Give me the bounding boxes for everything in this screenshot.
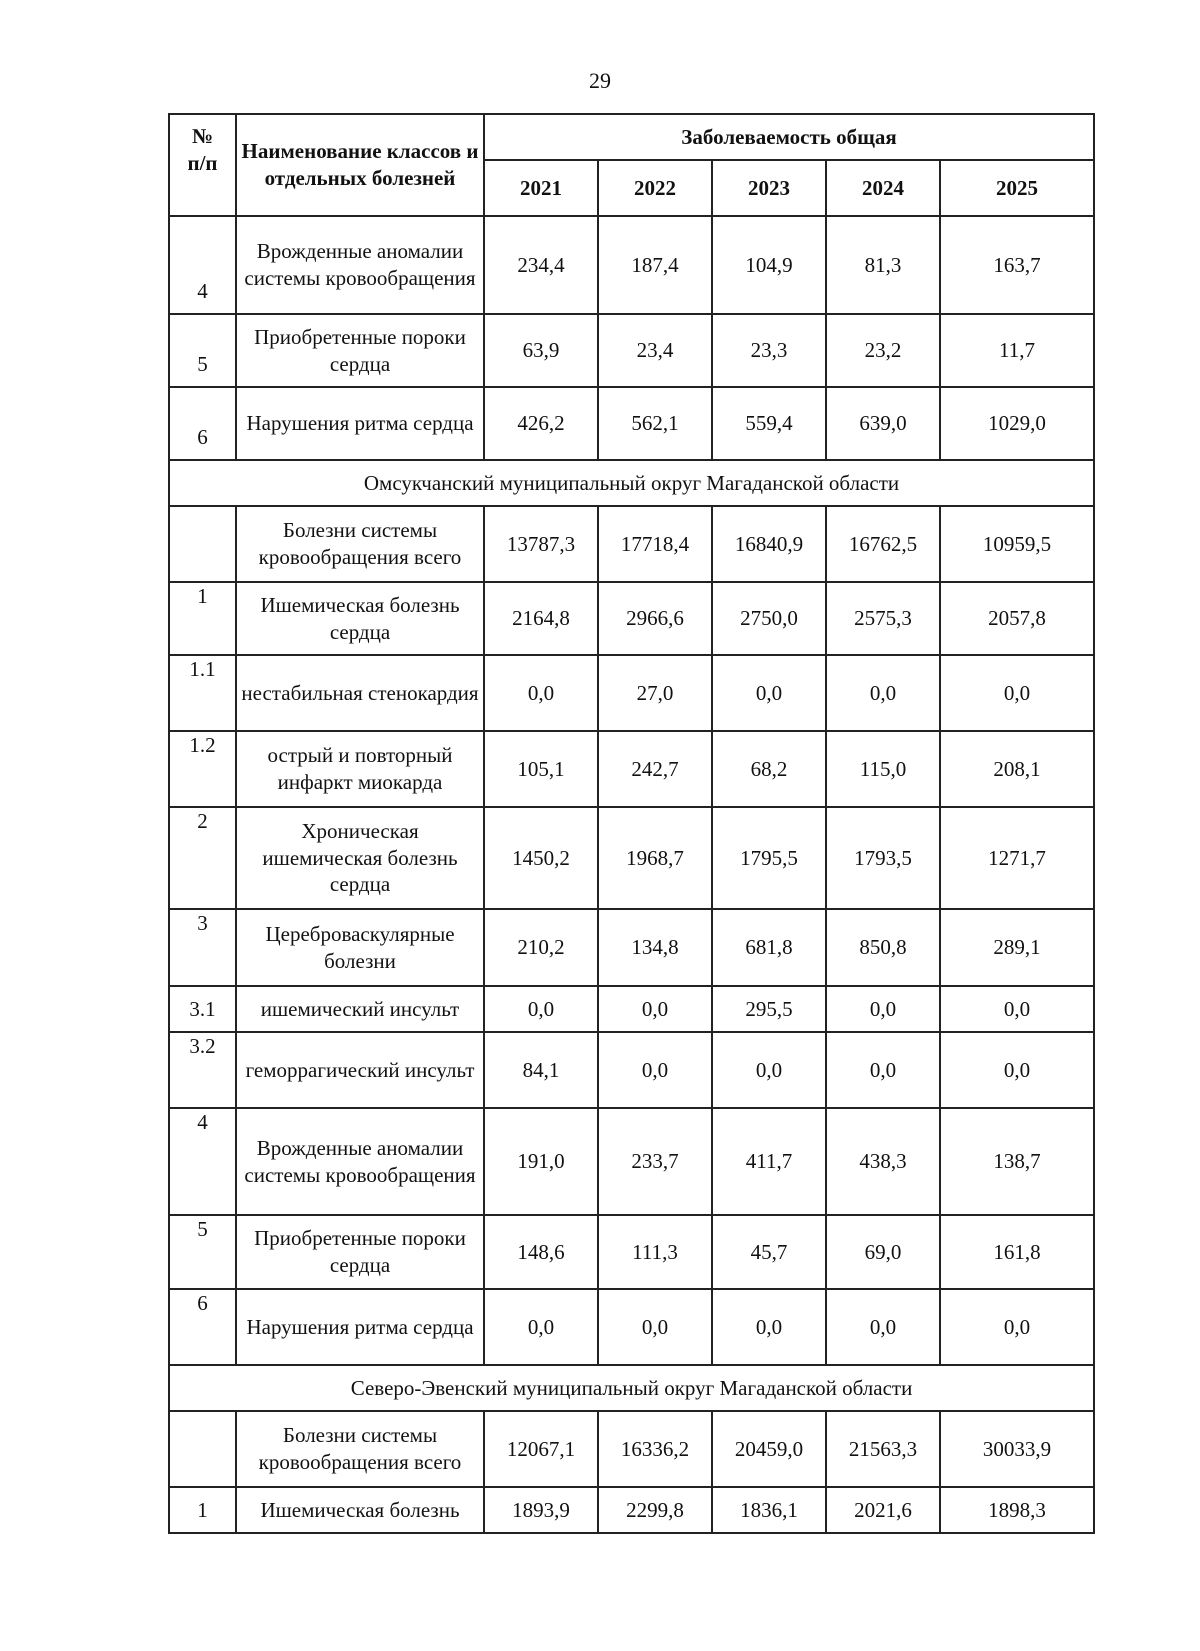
row-value: 850,8 xyxy=(826,909,940,986)
row-num: 6 xyxy=(169,1289,236,1365)
row-num: 1.1 xyxy=(169,655,236,731)
page-number: 29 xyxy=(589,68,611,93)
row-num: 2 xyxy=(169,807,236,909)
row-value: 2164,8 xyxy=(484,582,598,655)
row-value: 295,5 xyxy=(712,986,826,1032)
row-name: Болезни системы кровообращения всего xyxy=(236,506,484,582)
row-value: 1271,7 xyxy=(940,807,1094,909)
row-value: 69,0 xyxy=(826,1215,940,1289)
row-value: 210,2 xyxy=(484,909,598,986)
row-value: 1795,5 xyxy=(712,807,826,909)
header-num: № п/п xyxy=(169,114,236,216)
table-row xyxy=(169,1215,1094,1289)
row-value: 426,2 xyxy=(484,387,598,460)
row-value: 111,3 xyxy=(598,1215,712,1289)
morbidity-table xyxy=(168,113,1095,1534)
row-value: 438,3 xyxy=(826,1108,940,1215)
row-name: Нарушения ритма сердца xyxy=(236,1289,484,1365)
row-value: 191,0 xyxy=(484,1108,598,1215)
row-value: 163,7 xyxy=(940,216,1094,314)
row-value: 1029,0 xyxy=(940,387,1094,460)
row-value: 81,3 xyxy=(826,216,940,314)
row-value: 0,0 xyxy=(598,1289,712,1365)
row-num: 5 xyxy=(169,1215,236,1289)
row-value: 23,3 xyxy=(712,314,826,387)
row-value: 0,0 xyxy=(712,655,826,731)
row-value: 1450,2 xyxy=(484,807,598,909)
row-num: 1.2 xyxy=(169,731,236,807)
header-year: 2023 xyxy=(712,160,826,216)
header-group: Заболеваемость общая xyxy=(484,114,1094,160)
row-value: 30033,9 xyxy=(940,1411,1094,1487)
row-num xyxy=(169,506,236,582)
table-row xyxy=(169,1108,1094,1215)
row-value: 17718,4 xyxy=(598,506,712,582)
table-row xyxy=(169,1411,1094,1487)
row-value: 0,0 xyxy=(940,655,1094,731)
row-value: 1968,7 xyxy=(598,807,712,909)
row-num: 3.2 xyxy=(169,1032,236,1108)
row-value: 10959,5 xyxy=(940,506,1094,582)
row-name: Приобретенные пороки сердца xyxy=(236,1215,484,1289)
row-value: 161,8 xyxy=(940,1215,1094,1289)
row-value: 1893,9 xyxy=(484,1487,598,1533)
row-value: 45,7 xyxy=(712,1215,826,1289)
row-name: Ишемическая болезнь сердца xyxy=(236,582,484,655)
row-value: 0,0 xyxy=(826,986,940,1032)
row-value: 1898,3 xyxy=(940,1487,1094,1533)
row-num: 5 xyxy=(169,314,236,387)
row-value: 0,0 xyxy=(940,1032,1094,1108)
row-value: 23,4 xyxy=(598,314,712,387)
row-name: Приобретенные пороки сердца xyxy=(236,314,484,387)
row-value: 115,0 xyxy=(826,731,940,807)
region-title: Омсукчанский муниципальный округ Магаданской области xyxy=(169,460,1094,506)
row-value: 0,0 xyxy=(712,1032,826,1108)
row-value: 0,0 xyxy=(598,986,712,1032)
header-year: 2021 xyxy=(484,160,598,216)
row-num: 6 xyxy=(169,387,236,460)
row-value: 0,0 xyxy=(940,986,1094,1032)
table-row xyxy=(169,807,1094,909)
row-value: 11,7 xyxy=(940,314,1094,387)
row-value: 559,4 xyxy=(712,387,826,460)
row-name: Ишемическая болезнь xyxy=(236,1487,484,1533)
row-value: 1836,1 xyxy=(712,1487,826,1533)
row-value: 16336,2 xyxy=(598,1411,712,1487)
row-value: 233,7 xyxy=(598,1108,712,1215)
table-row xyxy=(169,655,1094,731)
row-value: 0,0 xyxy=(484,986,598,1032)
region-title: Северо-Эвенский муниципальный округ Магаданской области xyxy=(169,1365,1094,1411)
row-name: Врожденные аномалии системы кровообращения xyxy=(236,216,484,314)
table-row xyxy=(169,1487,1094,1533)
row-value: 289,1 xyxy=(940,909,1094,986)
row-value: 0,0 xyxy=(940,1289,1094,1365)
row-num: 4 xyxy=(169,1108,236,1215)
row-value: 104,9 xyxy=(712,216,826,314)
row-name: острый и повторный инфаркт миокарда xyxy=(236,731,484,807)
table-row xyxy=(169,986,1094,1032)
row-num: 3 xyxy=(169,909,236,986)
region-row xyxy=(169,460,1094,506)
row-name: Нарушения ритма сердца xyxy=(236,387,484,460)
header-year: 2024 xyxy=(826,160,940,216)
row-name: Цереброваскулярные болезни xyxy=(236,909,484,986)
row-value: 12067,1 xyxy=(484,1411,598,1487)
row-value: 21563,3 xyxy=(826,1411,940,1487)
row-value: 16762,5 xyxy=(826,506,940,582)
header-year: 2022 xyxy=(598,160,712,216)
header-name: Наименование классов и отдельных болезней xyxy=(236,114,484,216)
row-value: 562,1 xyxy=(598,387,712,460)
row-value: 13787,3 xyxy=(484,506,598,582)
row-value: 138,7 xyxy=(940,1108,1094,1215)
table-row xyxy=(169,1289,1094,1365)
row-value: 84,1 xyxy=(484,1032,598,1108)
row-num: 4 xyxy=(169,216,236,314)
row-value: 2750,0 xyxy=(712,582,826,655)
row-value: 0,0 xyxy=(712,1289,826,1365)
table-row xyxy=(169,387,1094,460)
row-value: 2021,6 xyxy=(826,1487,940,1533)
row-value: 105,1 xyxy=(484,731,598,807)
row-num: 1 xyxy=(169,582,236,655)
row-value: 68,2 xyxy=(712,731,826,807)
row-value: 411,7 xyxy=(712,1108,826,1215)
row-value: 2575,3 xyxy=(826,582,940,655)
row-value: 0,0 xyxy=(826,1289,940,1365)
row-value: 20459,0 xyxy=(712,1411,826,1487)
row-name: ишемический инсульт xyxy=(236,986,484,1032)
table-row xyxy=(169,1032,1094,1108)
row-value: 2966,6 xyxy=(598,582,712,655)
row-value: 16840,9 xyxy=(712,506,826,582)
row-value: 63,9 xyxy=(484,314,598,387)
row-value: 23,2 xyxy=(826,314,940,387)
row-value: 0,0 xyxy=(484,655,598,731)
table-row xyxy=(169,314,1094,387)
table-row xyxy=(169,582,1094,655)
row-value: 148,6 xyxy=(484,1215,598,1289)
table-row xyxy=(169,216,1094,314)
row-value: 0,0 xyxy=(826,1032,940,1108)
row-name: Хроническая ишемическая болезнь сердца xyxy=(236,807,484,909)
row-value: 681,8 xyxy=(712,909,826,986)
row-num: 3.1 xyxy=(169,986,236,1032)
row-name: Врожденные аномалии системы кровообращения xyxy=(236,1108,484,1215)
row-value: 1793,5 xyxy=(826,807,940,909)
row-num: 1 xyxy=(169,1487,236,1533)
table-row xyxy=(169,506,1094,582)
row-value: 134,8 xyxy=(598,909,712,986)
region-row xyxy=(169,1365,1094,1411)
row-value: 0,0 xyxy=(598,1032,712,1108)
table-row xyxy=(169,909,1094,986)
row-value: 0,0 xyxy=(484,1289,598,1365)
row-value: 208,1 xyxy=(940,731,1094,807)
table-row xyxy=(169,731,1094,807)
row-name: Болезни системы кровообращения всего xyxy=(236,1411,484,1487)
row-value: 187,4 xyxy=(598,216,712,314)
row-name: геморрагический инсульт xyxy=(236,1032,484,1108)
row-value: 242,7 xyxy=(598,731,712,807)
row-value: 2057,8 xyxy=(940,582,1094,655)
row-value: 0,0 xyxy=(826,655,940,731)
row-name: нестабильная стенокардия xyxy=(236,655,484,731)
row-num xyxy=(169,1411,236,1487)
row-value: 2299,8 xyxy=(598,1487,712,1533)
row-value: 234,4 xyxy=(484,216,598,314)
row-value: 639,0 xyxy=(826,387,940,460)
header-year: 2025 xyxy=(940,160,1094,216)
row-value: 27,0 xyxy=(598,655,712,731)
